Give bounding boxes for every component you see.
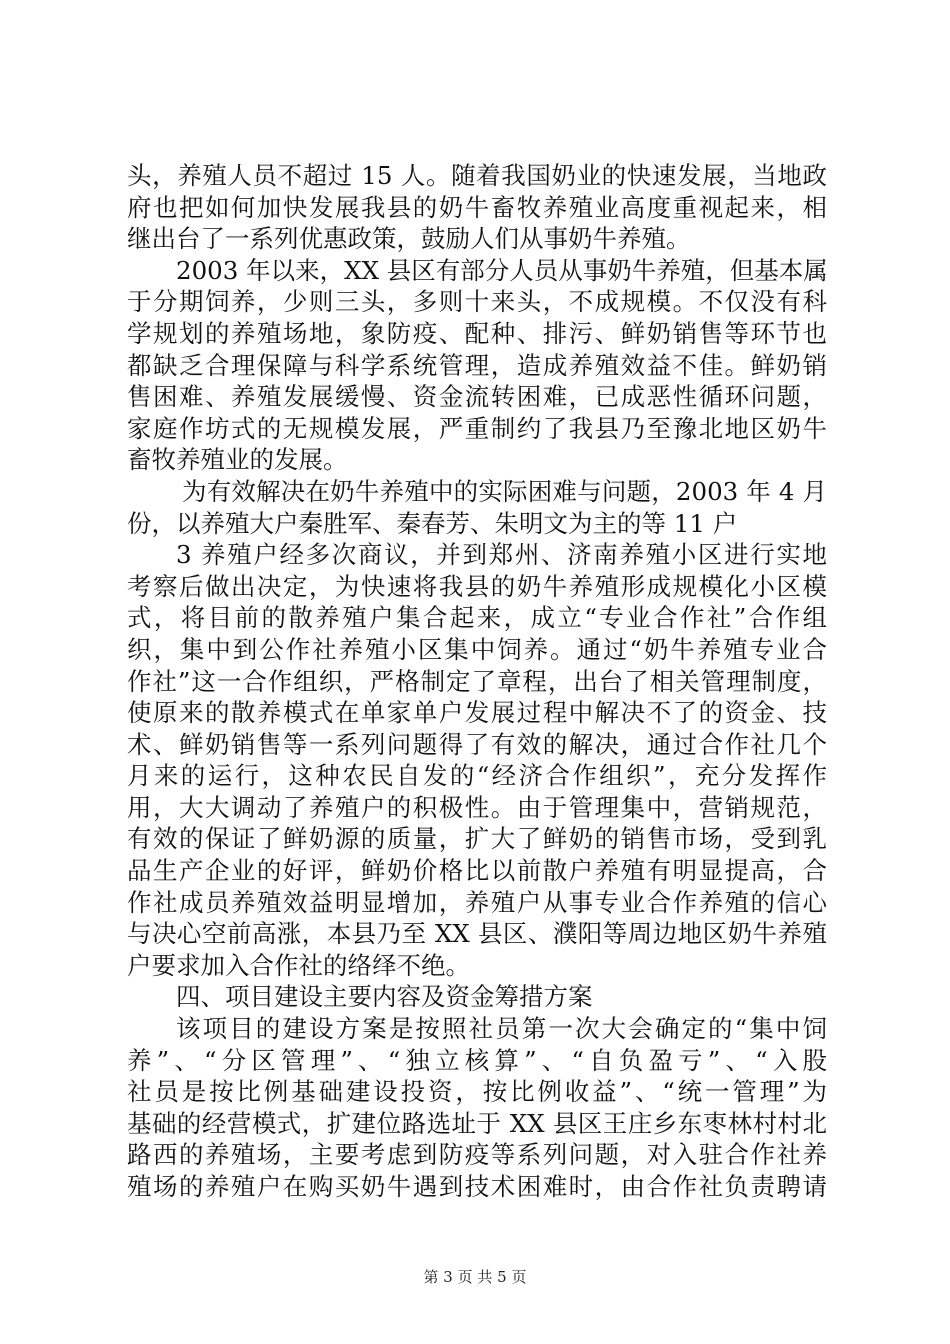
text-line: 与决心空前高涨，本县乃至 XX 县区、濮阳等周边地区奶牛养殖: [127, 919, 827, 949]
page-footer: [0, 1267, 950, 1287]
text-line: 基础的经营模式，扩建位路选址于 XX 县区王庄乡东枣林村村北: [127, 1108, 827, 1138]
text-line: 用，大大调动了养殖户的积极性。由于管理集中，营销规范，: [127, 792, 827, 822]
text-line: 月来的运行，这种农民自发的“经济合作组织”，充分发挥作: [127, 761, 827, 791]
section-heading: [127, 981, 827, 1013]
text-line: 作社”这一合作组织，严格制定了章程，出台了相关管理制度，: [127, 666, 827, 696]
text-line: 府也把如何加快发展我县的奶牛畜牧养殖业高度重视起来，相: [127, 192, 827, 222]
paragraph-3: [127, 476, 827, 539]
text-line: 殖场的养殖户在购买奶牛遇到技术困难时，由合作社负责聘请: [127, 1172, 827, 1201]
document-page: [127, 160, 827, 1203]
paragraph-5: [127, 1013, 827, 1203]
text-line: 2003 年以来，XX 县区有部分人员从事奶牛养殖，但基本属: [176, 255, 828, 285]
text-line: 于分期饲养，少则三头，多则十来头，不成规模。不仅没有科: [127, 287, 827, 317]
paragraph-4: [127, 539, 827, 981]
text-line: 品生产企业的好评，鲜奶价格比以前散户养殖有明显提高，合: [127, 856, 827, 886]
text-line: 作社成员养殖效益明显增加，养殖户从事专业合作养殖的信心: [127, 887, 827, 917]
text-line: 继出台了一系列优惠政策，鼓励人们从事奶牛养殖。: [127, 224, 691, 254]
text-line: 考察后做出决定，为快速将我县的奶牛养殖形成规模化小区模: [127, 571, 827, 601]
text-line: 畜牧养殖业的发展。: [127, 445, 348, 475]
text-line: 份，以养殖大户秦胜军、秦春芳、朱明文为主的等 11 户: [127, 508, 738, 538]
text-line: 家庭作坊式的无规模发展，严重制约了我县乃至豫北地区奶牛: [127, 413, 827, 443]
text-line: 户要求加入合作社的络绎不绝。: [127, 950, 470, 980]
text-line: 售困难、养殖发展缓慢、资金流转困难，已成恶性循环问题，: [127, 382, 827, 412]
text-line: 学规划的养殖场地，象防疫、配种、排污、鲜奶销售等环节也: [127, 318, 827, 348]
text-line: 式，将目前的散养殖户集合起来，成立“专业合作社”合作组: [127, 603, 827, 633]
text-line: 路西的养殖场，主要考虑到防疫等系列问题，对入驻合作社养: [127, 1140, 827, 1170]
text-line: 头，养殖人员不超过 15 人。随着我国奶业的快速发展，当地政: [127, 161, 827, 190]
text-line: 为有效解决在奶牛养殖中的实际困难与问题，2003 年 4 月: [182, 476, 827, 506]
text-line: 3 养殖户经多次商议，并到郑州、济南养殖小区进行实地: [176, 540, 827, 570]
text-line: 都缺乏合理保障与科学系统管理，造成养殖效益不佳。鲜奶销: [127, 350, 827, 380]
heading-line: 四、项目建设主要内容及资金筹措方案: [176, 982, 593, 1012]
paragraph-2: [127, 255, 827, 476]
text-line: 使原来的散养模式在单家单户发展过程中解决不了的资金、技: [127, 698, 827, 728]
text-line: 术、鲜奶销售等一系列问题得了有效的解决，通过合作社几个: [127, 729, 827, 759]
text-line: 养”、“分区管理”、“独立核算”、“自负盈亏”、“入股: [127, 1045, 827, 1075]
text-line: 该项目的建设方案是按照社员第一次大会确定的“集中饲: [176, 1014, 827, 1044]
paragraph-1: [127, 160, 827, 255]
text-line: 有效的保证了鲜奶源的质量，扩大了鲜奶的销售市场，受到乳: [127, 824, 827, 854]
page-number-label: 第 3 页 共 5 页: [423, 1268, 527, 1286]
text-line: 社员是按比例基础建设投资，按比例收益”、“统一管理”为: [127, 1077, 827, 1107]
text-line: 织，集中到公作社养殖小区集中饲养。通过“奶牛养殖专业合: [127, 634, 827, 664]
